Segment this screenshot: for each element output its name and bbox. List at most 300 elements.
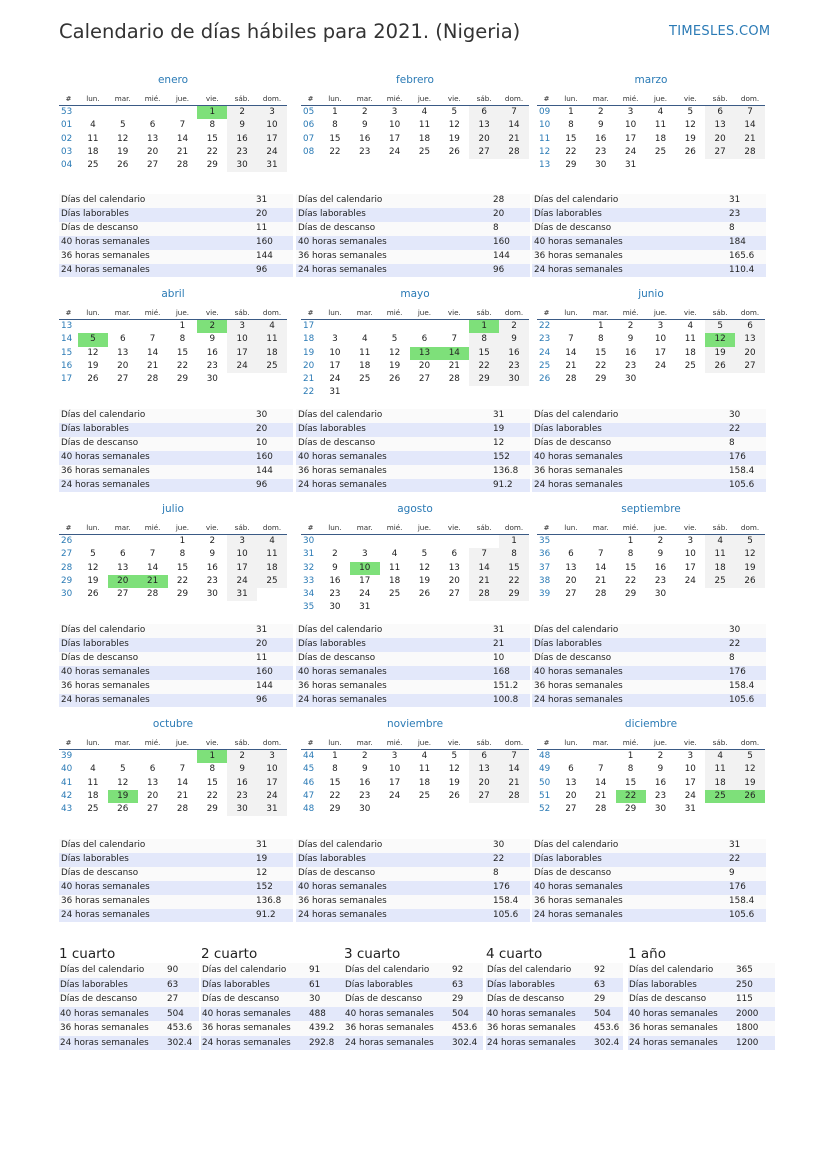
day-cell: 22 xyxy=(625,575,637,586)
stat-label: Días de descanso xyxy=(59,222,256,236)
day-cell: 16 xyxy=(206,562,218,573)
stat-label: Días del calendario xyxy=(59,624,256,638)
stat-label: 36 horas semanales xyxy=(59,680,256,694)
stat-label: 40 horas semanales xyxy=(344,1007,452,1022)
day-cell: 8 xyxy=(332,764,338,775)
week-number: 17 xyxy=(61,374,73,385)
day-cell: 23 xyxy=(499,360,529,373)
day-cell: 30 xyxy=(654,804,667,815)
week-number: 42 xyxy=(61,790,73,801)
day-cell: 12 xyxy=(448,764,460,775)
weekday-label: # xyxy=(301,522,320,535)
stat-label: Días laborables xyxy=(59,208,256,222)
weekday-label: lun. xyxy=(556,307,586,320)
day-cell: 17 xyxy=(389,777,401,788)
stat-value: 1200 xyxy=(736,1036,775,1051)
stat-value: 105.6 xyxy=(729,909,766,923)
day-cell: 11 xyxy=(418,764,431,775)
day-cell: 19 xyxy=(735,777,765,790)
stats-row xyxy=(296,638,530,652)
stat-value: 92 xyxy=(594,963,623,978)
day-cell: 30 xyxy=(654,589,667,600)
stat-label: 40 horas semanales xyxy=(201,1007,309,1022)
stats-row xyxy=(532,638,766,652)
stat-label: Días laborables xyxy=(201,978,309,993)
day-cell: 11 xyxy=(705,548,735,561)
stats-row xyxy=(532,409,766,423)
stats-row xyxy=(532,479,766,493)
stats-row xyxy=(59,250,293,264)
weekday-label: lun. xyxy=(320,522,350,535)
weekday-label: sáb. xyxy=(469,522,499,535)
weekday-label: # xyxy=(301,737,320,750)
weekday-label: dom. xyxy=(499,307,529,320)
week-row xyxy=(301,535,529,549)
day-cell: 19 xyxy=(389,360,401,371)
day-cell: 15 xyxy=(565,133,577,144)
stat-value: 184 xyxy=(729,236,766,250)
month-stats-septiembre xyxy=(532,624,766,707)
day-cell: 11 xyxy=(389,562,401,573)
stat-value: 96 xyxy=(256,264,293,278)
day-cell: 2 xyxy=(209,536,216,546)
day-cell: 7 xyxy=(597,549,604,560)
week-number: 37 xyxy=(539,562,551,573)
empty-day xyxy=(380,320,410,334)
weekday-label: vie. xyxy=(675,737,705,750)
month-calendar xyxy=(537,93,765,172)
empty-day xyxy=(735,803,765,816)
stats-row xyxy=(296,652,530,666)
day-cell: 16 xyxy=(359,133,371,144)
stat-label: Días de descanso xyxy=(296,222,493,236)
week-number: 09 xyxy=(539,107,551,117)
stat-label: Días de descanso xyxy=(296,652,493,666)
week-number: 51 xyxy=(539,790,551,801)
quarter-title: 1 año xyxy=(628,946,666,962)
stat-value: 176 xyxy=(729,666,766,680)
day-cell: 15 xyxy=(176,347,189,358)
stat-value: 136.8 xyxy=(256,895,293,909)
empty-day xyxy=(78,106,108,120)
day-cell: 3 xyxy=(257,106,287,120)
weekday-label: sáb. xyxy=(705,737,735,750)
stats-row xyxy=(59,652,293,666)
day-cell: 23 xyxy=(595,146,607,157)
week-number: 26 xyxy=(61,536,73,546)
weekday-header xyxy=(537,522,765,535)
stats-row xyxy=(296,680,530,694)
day-cell: 2 xyxy=(627,321,634,331)
stats-row xyxy=(59,423,293,437)
stat-value: 31 xyxy=(493,409,530,423)
week-row xyxy=(537,119,765,132)
day-cell: 12 xyxy=(684,120,696,131)
week-row xyxy=(301,588,529,601)
stat-label: Días del calendario xyxy=(296,194,493,208)
weekday-label: mar. xyxy=(108,93,138,106)
day-cell: 12 xyxy=(389,347,401,358)
day-cell: 7 xyxy=(597,764,604,775)
week-row xyxy=(537,588,765,601)
stat-label: Días laborables xyxy=(628,978,736,993)
day-cell: 26 xyxy=(735,575,765,588)
stat-label: 40 horas semanales xyxy=(59,451,256,465)
day-cell: 15 xyxy=(329,133,341,144)
quarter-row xyxy=(628,1007,775,1022)
stat-label: 24 horas semanales xyxy=(628,1036,736,1051)
stat-label: Días de descanso xyxy=(532,437,729,451)
day-cell: 27 xyxy=(448,589,460,600)
day-cell: 5 xyxy=(451,107,458,117)
week-number: 21 xyxy=(303,374,315,385)
day-cell: 29 xyxy=(625,589,637,600)
stat-value: 488 xyxy=(309,1007,344,1022)
quarter-row xyxy=(59,963,199,978)
quarter-row xyxy=(486,1007,623,1022)
day-cell: 13 xyxy=(469,763,499,776)
day-cell: 25 xyxy=(257,575,287,588)
day-cell: 12 xyxy=(448,120,460,131)
stat-value: 176 xyxy=(729,881,766,895)
stat-label: Días de descanso xyxy=(59,652,256,666)
stat-value: 292.8 xyxy=(309,1036,344,1051)
day-cell: 13 xyxy=(565,777,577,788)
stat-value: 96 xyxy=(256,479,293,493)
day-cell: 6 xyxy=(469,106,499,120)
day-cell: 1 xyxy=(179,321,186,331)
stat-label: 36 horas semanales xyxy=(59,1021,167,1036)
weekday-header xyxy=(301,93,529,106)
weekday-label: lun. xyxy=(320,307,350,320)
stat-label: Días del calendario xyxy=(296,409,493,423)
stats-row xyxy=(59,194,293,208)
stat-value: 2000 xyxy=(736,1007,775,1022)
day-cell: 9 xyxy=(499,333,529,346)
day-cell: 10 xyxy=(684,764,696,775)
stat-label: Días de descanso xyxy=(59,992,167,1007)
week-row xyxy=(537,535,765,549)
empty-day xyxy=(108,106,138,120)
month-abril xyxy=(59,287,287,386)
stats-row xyxy=(59,895,293,909)
week-number: 06 xyxy=(303,120,315,131)
day-cell: 3 xyxy=(257,750,287,764)
empty-day xyxy=(586,750,616,764)
week-number: 47 xyxy=(303,790,315,801)
stats-row xyxy=(296,624,530,638)
stats-row xyxy=(59,881,293,895)
day-cell: 24 xyxy=(359,589,371,600)
day-cell: 11 xyxy=(87,133,99,144)
weekday-label: vie. xyxy=(439,522,469,535)
weekday-label: sáb. xyxy=(469,737,499,750)
stat-value: 100.8 xyxy=(493,694,530,708)
day-cell: 15 xyxy=(469,347,499,360)
stat-value: 504 xyxy=(167,1007,199,1022)
month-calendar xyxy=(59,522,287,601)
weekday-label: jue. xyxy=(646,307,676,320)
day-cell: 24 xyxy=(389,146,401,157)
stats-row xyxy=(532,853,766,867)
day-cell: 6 xyxy=(451,549,458,560)
stat-label: Días del calendario xyxy=(296,839,493,853)
day-cell: 31 xyxy=(257,159,287,172)
day-cell: 6 xyxy=(119,334,126,345)
day-cell: 13 xyxy=(147,777,159,788)
day-cell: 16 xyxy=(227,133,257,146)
week-row xyxy=(301,548,529,561)
week-row xyxy=(59,750,287,764)
day-cell: 14 xyxy=(595,562,607,573)
stat-label: 24 horas semanales xyxy=(532,694,729,708)
weekday-label: mar. xyxy=(586,737,616,750)
day-cell: 6 xyxy=(568,764,574,775)
day-cell: 5 xyxy=(735,750,765,764)
day-cell: 14 xyxy=(735,119,765,132)
empty-day xyxy=(469,386,499,399)
quarter-row xyxy=(628,963,775,978)
day-cell: 28 xyxy=(595,804,607,815)
stat-label: Días del calendario xyxy=(59,839,256,853)
page-title: Calendario de días hábiles para 2021. (Nigeria) xyxy=(59,20,521,43)
stats-row xyxy=(532,264,766,278)
stat-label: 40 horas semanales xyxy=(532,451,729,465)
stat-label: 24 horas semanales xyxy=(59,1036,167,1051)
day-cell: 22 xyxy=(616,790,646,803)
brand-link[interactable]: TIMESLES.COM xyxy=(669,24,771,39)
day-cell: 11 xyxy=(654,120,667,131)
day-cell: 7 xyxy=(451,334,458,345)
day-cell: 13 xyxy=(448,562,460,573)
quarter-row xyxy=(344,978,483,993)
week-number: 33 xyxy=(303,575,315,586)
month-name: marzo xyxy=(634,74,668,86)
quarter-row xyxy=(486,963,623,978)
day-cell: 26 xyxy=(117,804,129,815)
stat-label: Días laborables xyxy=(532,638,729,652)
day-cell: 2 xyxy=(657,536,664,546)
weekday-header xyxy=(537,737,765,750)
weekday-label: # xyxy=(537,93,556,106)
stat-value: 365 xyxy=(736,963,775,978)
day-cell: 18 xyxy=(389,575,401,586)
empty-day xyxy=(556,320,586,334)
day-cell: 25 xyxy=(389,589,401,600)
day-cell: 28 xyxy=(595,589,607,600)
stat-label: Días de descanso xyxy=(486,992,594,1007)
day-cell: 10 xyxy=(654,334,667,345)
day-cell: 13 xyxy=(410,347,440,360)
stat-label: Días laborables xyxy=(532,853,729,867)
day-cell: 17 xyxy=(389,133,401,144)
day-cell: 21 xyxy=(147,360,159,371)
stat-value: 30 xyxy=(729,409,766,423)
stat-label: Días laborables xyxy=(296,638,493,652)
week-row xyxy=(537,548,765,561)
stat-value: 10 xyxy=(493,652,530,666)
week-number: 30 xyxy=(303,536,315,546)
day-cell: 10 xyxy=(227,548,257,561)
stats-row xyxy=(296,465,530,479)
day-cell: 13 xyxy=(469,119,499,132)
month-stats-noviembre xyxy=(296,839,530,922)
day-cell: 16 xyxy=(499,347,529,360)
stat-value: 19 xyxy=(256,853,293,867)
quarter-summary xyxy=(344,945,483,1050)
week-row xyxy=(301,146,529,159)
stat-value: 8 xyxy=(493,867,530,881)
day-cell: 27 xyxy=(469,146,499,159)
weekday-label: sáb. xyxy=(227,737,257,750)
day-cell: 25 xyxy=(418,790,431,801)
stats-row xyxy=(296,236,530,250)
weekday-label: vie. xyxy=(197,93,227,106)
weekday-label: sáb. xyxy=(705,307,735,320)
week-number: 03 xyxy=(61,146,73,157)
stat-value: 144 xyxy=(493,250,530,264)
week-number: 38 xyxy=(539,575,551,586)
stats-table xyxy=(59,839,293,922)
stat-label: 40 horas semanales xyxy=(532,236,729,250)
week-number: 49 xyxy=(539,764,551,775)
weekday-header xyxy=(537,307,765,320)
weekday-label: mié. xyxy=(616,307,646,320)
quarter-row xyxy=(201,963,344,978)
day-cell: 24 xyxy=(227,575,257,588)
quarter-table xyxy=(344,963,483,1050)
weekday-label: dom. xyxy=(257,307,287,320)
day-cell: 17 xyxy=(227,347,257,360)
stats-row xyxy=(532,423,766,437)
day-cell: 10 xyxy=(350,562,380,575)
week-row xyxy=(537,360,765,373)
day-cell: 17 xyxy=(359,575,371,586)
weekday-label: jue. xyxy=(410,307,440,320)
stat-label: 40 horas semanales xyxy=(532,881,729,895)
day-cell: 22 xyxy=(595,360,607,371)
day-cell: 9 xyxy=(657,764,664,775)
day-cell: 20 xyxy=(117,360,129,371)
stats-row xyxy=(296,479,530,493)
stat-label: Días del calendario xyxy=(532,624,729,638)
weekday-header xyxy=(301,522,529,535)
day-cell: 3 xyxy=(687,751,694,761)
day-cell: 30 xyxy=(329,602,341,613)
week-number: 23 xyxy=(539,334,551,345)
day-cell: 12 xyxy=(117,133,129,144)
day-cell: 14 xyxy=(176,133,189,144)
stat-value: 439.2 xyxy=(309,1021,344,1036)
day-cell: 4 xyxy=(257,320,287,334)
week-row xyxy=(59,133,287,146)
stat-value: 31 xyxy=(729,194,766,208)
stat-value: 28 xyxy=(493,194,530,208)
stat-value: 8 xyxy=(729,437,766,451)
week-row xyxy=(301,803,529,816)
week-row xyxy=(59,360,287,373)
week-row xyxy=(537,320,765,334)
stat-label: Días de descanso xyxy=(201,992,309,1007)
weekday-label: dom. xyxy=(735,737,765,750)
day-cell: 16 xyxy=(359,777,371,788)
stat-value: 23 xyxy=(729,208,766,222)
day-cell: 8 xyxy=(499,548,529,561)
day-cell: 13 xyxy=(735,333,765,346)
quarter-summary xyxy=(486,945,623,1050)
day-cell: 12 xyxy=(87,562,99,573)
stat-value: 29 xyxy=(452,992,483,1007)
empty-day xyxy=(675,159,705,172)
weekday-label: dom. xyxy=(735,522,765,535)
day-cell: 7 xyxy=(179,764,186,775)
stat-value: 31 xyxy=(493,624,530,638)
stat-label: 40 horas semanales xyxy=(628,1007,736,1022)
week-number: 44 xyxy=(303,751,315,761)
week-number: 10 xyxy=(539,120,551,131)
day-cell: 17 xyxy=(684,562,696,573)
day-cell: 3 xyxy=(657,321,664,331)
stat-value: 11 xyxy=(256,652,293,666)
day-cell: 4 xyxy=(90,764,96,775)
stats-row xyxy=(296,853,530,867)
day-cell: 18 xyxy=(418,133,431,144)
day-cell: 29 xyxy=(625,804,637,815)
day-cell: 8 xyxy=(469,333,499,346)
stats-row xyxy=(532,652,766,666)
empty-day xyxy=(735,588,765,601)
day-cell: 8 xyxy=(568,120,574,131)
day-cell: 16 xyxy=(654,562,667,573)
day-cell: 13 xyxy=(565,562,577,573)
week-number: 01 xyxy=(61,120,73,131)
empty-day xyxy=(350,386,380,399)
week-number: 15 xyxy=(61,347,73,358)
day-cell: 3 xyxy=(332,334,338,345)
day-cell: 1 xyxy=(499,535,529,549)
stat-label: 40 horas semanales xyxy=(296,666,493,680)
stats-table xyxy=(59,194,293,277)
day-cell: 27 xyxy=(705,146,735,159)
month-septiembre xyxy=(537,502,765,601)
day-cell: 23 xyxy=(227,790,257,803)
day-cell: 4 xyxy=(421,107,428,117)
day-cell: 29 xyxy=(499,588,529,601)
day-cell: 22 xyxy=(329,790,341,801)
day-cell: 12 xyxy=(735,763,765,776)
weekday-label: mar. xyxy=(350,307,380,320)
empty-day xyxy=(499,803,529,816)
day-cell: 28 xyxy=(499,146,529,159)
weekday-label: jue. xyxy=(410,522,440,535)
stat-label: 36 horas semanales xyxy=(532,680,729,694)
quarter-row xyxy=(628,992,775,1007)
day-cell: 23 xyxy=(329,589,341,600)
empty-day xyxy=(556,750,586,764)
stats-row xyxy=(59,839,293,853)
stat-value: 176 xyxy=(729,451,766,465)
stat-value: 63 xyxy=(167,978,199,993)
stat-label: Días del calendario xyxy=(628,963,736,978)
stat-label: 24 horas semanales xyxy=(59,479,256,493)
day-cell: 31 xyxy=(359,602,371,613)
month-calendar xyxy=(537,307,765,386)
quarter-row xyxy=(628,1036,775,1051)
day-cell: 11 xyxy=(359,347,371,358)
stat-value: 8 xyxy=(729,652,766,666)
stat-value: 144 xyxy=(256,250,293,264)
day-cell: 8 xyxy=(627,764,634,775)
